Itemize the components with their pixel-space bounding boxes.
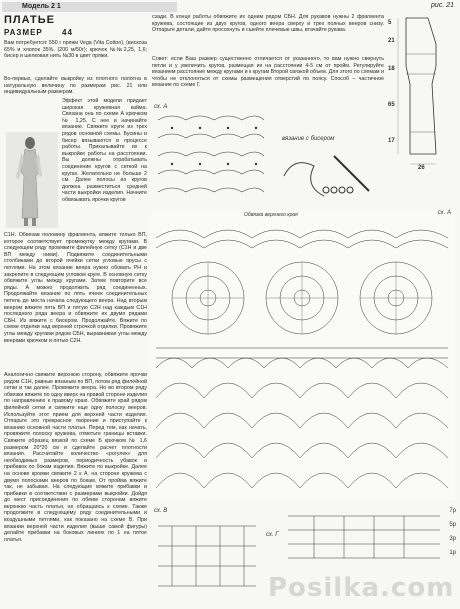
- row-label-5: 5р: [449, 522, 456, 528]
- assembly-paragraph: Аналогично свяжите верхнюю сторону, обвяжите ярочки рядом С1Н, равные вязаным по ВП, потом ряд филейной сетки и так далее. Провяжите веера. Но во втором ряду обвязки вяжите по одну вверх на правой стороне изделия по направлению к правому краю. Обвяжите край рядом филейной сетки и свяжите еще одну полоску вееров. Используйте этот прием для верхней части изделия. Отпарьте это прекрасное творение и приступайте к вязанию основной части платья. Перед тем, как начать, провяжите полоску кружева, отметьте границы вставки. Свяжите образец вязкой по схеме Б крючком № 1,6 размером 20*20 см и сделайте расчет плотности вязания. Рассчитайте количество «рогулек» для необходимых размеров, периодичность убавок и прибавок по бокам изделия. Вяжите по выкройке. Далее на основе кромки свяжите 2 к А. на стороне кружева с двумя полосками вееров по бокам. От пройма вяжите так, не забывая. На следующие вяжите прибавки и прибавки в соответствии с размерами выкройки. Дойдя до мест присоединения по обеим сторонам вяжите верхнюю часть платья, не обращаясь к схеме. Также продолжите в следующему ряду соединительными и воздушными петлями, как показано на схеме В. При вязании верхней части изделия (выше самой фигуры) делайте прибавки на боковых линиях по 1 на пятое платья.: [4, 372, 147, 543]
- bead-caption: вязание с бисером: [282, 136, 335, 142]
- dim-label-4: 65: [388, 102, 395, 108]
- advice-paragraph: Совет: если Ваш размер существенно отличается от указанного, то вам нужно свернуть петли и у увеличить кругов, размещая их на расстоянии 4-5 см от пройм. Регулируйте вязанием расстояние между кругами и к кругам Второй связкой объем. Для этого по схемам и чтобы не отклоняться от схемы размещения отверстий по поясу. Способ – частичное вязание по схеме Г.: [152, 56, 384, 89]
- dim-label-5: 17: [388, 138, 395, 144]
- row-label-3: 3р: [449, 536, 456, 542]
- dress-outline-diagram: [388, 14, 456, 174]
- dim-width-label: 26: [418, 165, 425, 171]
- lace-motif-diagram: [150, 218, 455, 498]
- watermark-text: Posilka.com: [268, 573, 455, 603]
- row-label-1: 1р: [449, 550, 456, 556]
- fan-paragraph: С1Н. Обвязав половину фрагмента, вяжите только ВП, которое соответствует промежутку между кругами. В следующем ряду провяжите филейную сетку (С1Н и две ВП между ними). Подвяжите соединительными столбиками до второй ячейки сетки угловые ярусы с петлями. На этом вязание веера нужно обовать РН и закрепите в следующем угловом круге. В основную сетку обвяжите углы между кругами. Затем повторите все ряды. А можно продолжить ряд соединенных. Продолжайте вязание по пять ячеек соединительных петель до места начала следующего веера. Над вторым веером вяжите пять ВП и пятую С2Н над каждым С1Н последнего ряда веера и обвяжите их двумя рядами СБН. Из вяжите с бисером. Продолжайте. Вяжите по схеме отделки над верхней строчкой отделки. Провяжите углы между кругами рядом СБН, выравнивая углы между веерами крючком и пятью С2Н.: [4, 232, 147, 344]
- bead-illustration: [274, 136, 388, 210]
- chart-v-grid-icon: [152, 516, 262, 606]
- model-label: Модель 2 1: [22, 3, 61, 10]
- dim-label-2: 21: [388, 38, 395, 44]
- dim-label-1: 5: [388, 20, 392, 26]
- watermark: [262, 568, 455, 608]
- chart-v-label: сх. В: [154, 508, 168, 514]
- materials-text: Вам потребуется: 550 г пряжи Vega (Vita Cotton), (вискоза 65% и хлопок 35%, (200 м/50г); крючок №№2,25, 1,6; бисер и шелковая нить №30 в цвет пряжи.: [4, 40, 147, 60]
- page-title: ПЛАТЬЕ: [4, 14, 55, 26]
- model-photo: [6, 132, 58, 228]
- chart-g: [264, 506, 456, 566]
- size-label: РАЗМЕР: [4, 28, 43, 37]
- big-chart-label: сх. А: [437, 210, 451, 216]
- edge-note: Обвязка верхнего края: [244, 212, 298, 218]
- intro-paragraph: Во-первых, сделайте выкройку из плотного полотна в натуральную величину по размерам рис. 21 или индивидуальным размерам.: [4, 76, 147, 96]
- row-label-7: 7р: [449, 508, 456, 514]
- model-header-bar: [2, 2, 177, 12]
- dim-label-3: 18: [388, 66, 395, 72]
- crochet-grid-icon: [152, 110, 268, 206]
- chart-g-label: сх. Г: [266, 532, 279, 538]
- figure-reference: рис. 21: [431, 2, 454, 9]
- chart-v: [152, 502, 262, 606]
- pattern-schematic: [388, 14, 456, 174]
- lace-paragraph: Эффект этой модели придает широкая кружевная кайма. Связана она по схеме А крючком № 1,25. С нее и начинайте вязание. Свяжите круги из трех рядов основной схемы. Бусины и бисер вязываются в процессе работы. Прикалывайте их к выкройке работы на расстоянии. Вы должны отрабатывать соединение кругов с сеткой на кругах. Желательно не больше 2 см. Далее полосы из кругов должна разместиться средней части выкройки изделия. Начните обвязывать ярочки кругов: [62, 98, 147, 203]
- lace-chart-main: [150, 210, 455, 500]
- sleeves-paragraph: сзади. В конце работы обвяжите их одним рядом СБН. Для рукавов нужны 2 фрагмента кружева, состоящие из двух кругов, одного веера сверху и трех полных вееров снизу. Отпарьте детали, дайте просохнуть и сшейте плечевые швы, втачайте рукава.: [152, 14, 384, 34]
- woman-figure-icon: [6, 132, 58, 228]
- size-line: [4, 28, 73, 37]
- chart-a-label: сх. А: [154, 104, 168, 110]
- chart-a-small: [152, 104, 268, 204]
- hook-and-bead-icon: [274, 146, 388, 210]
- size-value: 44: [62, 28, 73, 37]
- chart-g-grid-icon: [284, 506, 444, 566]
